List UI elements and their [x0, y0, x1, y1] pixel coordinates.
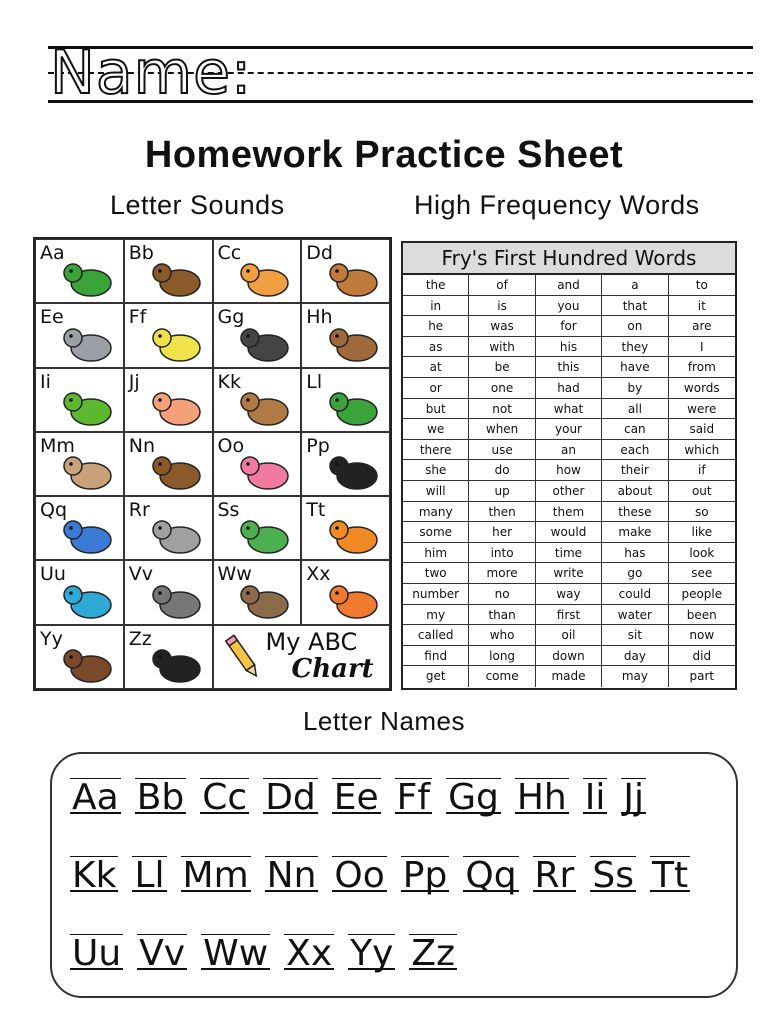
letter-names-box	[50, 752, 738, 998]
abc-cell-letter: Dd	[306, 242, 333, 264]
abc-cell-letter: Pp	[306, 434, 330, 457]
letter-pair: Ll	[134, 855, 165, 896]
letter-pair: Zz	[411, 933, 455, 974]
letter-pair: Ww	[203, 933, 269, 974]
hfw-word: her	[469, 522, 535, 543]
weasel-icon	[236, 581, 296, 621]
abc-cell	[35, 625, 124, 689]
letter-sounds-heading: Letter Sounds	[110, 190, 285, 220]
letter-pair: Qq	[465, 855, 517, 896]
hfw-word: would	[536, 522, 602, 543]
letter-pair: Xx	[286, 933, 333, 974]
hfw-word: make	[602, 522, 668, 543]
name-line[interactable]	[48, 38, 753, 108]
hfw-word: but	[403, 399, 469, 420]
snake-icon	[236, 516, 296, 556]
hfw-word: more	[469, 563, 535, 584]
name-label: Name:	[50, 38, 253, 108]
hfw-word: of	[469, 275, 535, 296]
hfw-word: has	[602, 543, 668, 564]
hfw-word: we	[403, 419, 469, 440]
letter-names-row	[70, 932, 457, 976]
alligator-icon	[59, 259, 119, 299]
hfw-word: people	[669, 584, 735, 605]
hfw-word: is	[469, 296, 535, 317]
hfw-word: can	[602, 419, 668, 440]
hfw-word: from	[669, 357, 735, 378]
abc-cell	[124, 496, 213, 560]
kangaroo-icon	[236, 388, 296, 428]
tiger-icon	[325, 516, 385, 556]
abc-cell	[35, 368, 124, 432]
hfw-word: get	[403, 666, 469, 687]
hfw-word: at	[403, 357, 469, 378]
hfw-word: write	[536, 563, 602, 584]
hfw-word: a	[602, 275, 668, 296]
abc-cell-letter: Hh	[306, 306, 333, 329]
hfw-word: up	[469, 481, 535, 502]
hfw-word: his	[536, 337, 602, 358]
hfw-word: out	[669, 481, 735, 502]
hfw-word: which	[669, 440, 735, 461]
lizard-icon	[325, 388, 385, 428]
abc-cell	[213, 239, 302, 303]
rabbit-icon	[148, 516, 208, 556]
high-frequency-heading: High Frequency Words	[414, 190, 700, 220]
abc-cell	[301, 239, 390, 303]
abc-cell-letter: Xx	[306, 563, 331, 586]
hfw-word: had	[536, 378, 602, 399]
letter-pair: Dd	[265, 777, 316, 818]
abc-cell-letter: Aa	[40, 242, 65, 264]
hfw-word: for	[536, 316, 602, 337]
bird-umbrella-icon	[59, 581, 119, 621]
abc-cell-letter: Uu	[40, 563, 66, 586]
abc-cell	[124, 239, 213, 303]
hfw-word: go	[602, 563, 668, 584]
abc-cell-letter: Nn	[128, 434, 156, 457]
hfw-word: way	[536, 584, 602, 605]
hfw-word: I	[669, 337, 735, 358]
hfw-word: in	[403, 296, 469, 317]
hfw-word: with	[469, 337, 535, 358]
hfw-word: part	[689, 669, 715, 684]
hfw-word: time	[536, 543, 602, 564]
hfw-word: them	[536, 502, 602, 523]
abc-cell	[301, 368, 390, 432]
letter-names-heading: Letter Names	[302, 706, 466, 736]
hfw-word: about	[602, 481, 668, 502]
hfw-word: now	[669, 625, 735, 646]
abc-cell	[124, 303, 213, 367]
hfw-word: to	[669, 275, 735, 296]
letter-pair: Gg	[448, 777, 499, 818]
hfw-table	[401, 241, 737, 690]
abc-cell-letter: Cc	[217, 242, 242, 264]
hfw-word: day	[602, 646, 668, 667]
hfw-word: did	[669, 646, 735, 667]
hfw-word: how	[536, 460, 602, 481]
hfw-word: an	[536, 440, 602, 461]
hfw-word: long	[469, 646, 535, 667]
hfw-word: when	[469, 419, 535, 440]
abc-cell	[301, 560, 390, 624]
abc-cell	[213, 432, 302, 496]
abc-cell	[124, 560, 213, 624]
mouse-icon	[59, 452, 119, 492]
hfw-word: like	[669, 522, 735, 543]
letter-pair: Pp	[402, 855, 448, 896]
yak-icon	[59, 645, 119, 685]
hfw-word: my	[403, 605, 469, 626]
hfw-word: one	[469, 378, 535, 399]
letter-pair: Mm	[182, 855, 249, 896]
abc-cell-letter: Ss	[217, 499, 240, 522]
letter-pair: Nn	[266, 855, 317, 896]
abc-cell	[35, 239, 124, 303]
abc-cell-letter: Tt	[306, 499, 326, 522]
hfw-word: come	[469, 666, 535, 687]
letter-pair: Aa	[72, 777, 119, 818]
hfw-word: do	[469, 460, 535, 481]
hfw-word: that	[602, 296, 668, 317]
abc-cell-letter: Kk	[217, 370, 241, 393]
abc-cell-letter: Rr	[128, 499, 150, 522]
abc-cell-letter: Ff	[128, 306, 147, 329]
hfw-word: two	[403, 563, 469, 584]
abc-chart-title-cell	[213, 625, 391, 689]
hfw-word: first	[536, 605, 602, 626]
hfw-word: your	[536, 419, 602, 440]
hfw-word: so	[669, 502, 735, 523]
elephant-icon	[59, 324, 119, 364]
letter-pair: Ff	[396, 777, 431, 818]
abc-cell-letter: Yy	[40, 627, 63, 650]
octopus-icon	[236, 452, 296, 492]
quail-icon	[59, 516, 119, 556]
hfw-word: number	[403, 584, 469, 605]
hfw-word: many	[403, 502, 469, 523]
chart-title-line1: My ABC	[265, 627, 358, 656]
letter-pair: Ss	[592, 855, 634, 896]
hfw-word: all	[602, 399, 668, 420]
hfw-word: by	[602, 378, 668, 399]
zebra-icon	[148, 645, 208, 685]
abc-cell-letter: Ll	[306, 370, 323, 393]
letter-pair: Yy	[350, 933, 394, 974]
hfw-word: it	[669, 296, 735, 317]
abc-cell	[124, 625, 213, 689]
hfw-word: and	[536, 275, 602, 296]
hfw-word: will	[403, 481, 469, 502]
abc-cell-letter: Mm	[40, 434, 75, 457]
letter-pair: Tt	[651, 855, 689, 896]
hfw-word: these	[602, 502, 668, 523]
letter-pair: Hh	[516, 777, 567, 818]
abc-cell	[301, 432, 390, 496]
abc-cell	[35, 303, 124, 367]
abc-cell	[213, 368, 302, 432]
gorilla-icon	[236, 324, 296, 364]
hfw-word: what	[536, 399, 602, 420]
letter-pair: Kk	[72, 855, 117, 896]
fox-icon	[325, 581, 385, 621]
letter-pair: Uu	[72, 933, 122, 974]
abc-chart	[33, 237, 392, 691]
hfw-word: made	[536, 666, 602, 687]
hfw-word: said	[669, 419, 735, 440]
hfw-word: down	[536, 646, 602, 667]
abc-cell	[213, 496, 302, 560]
page-title: Homework Practice Sheet	[144, 134, 624, 176]
hfw-word: their	[602, 460, 668, 481]
abc-cell-letter: Bb	[128, 242, 154, 264]
letter-pair: Ii	[584, 777, 606, 818]
hfw-word: each	[602, 440, 668, 461]
hfw-word: could	[602, 584, 668, 605]
jellyfish-icon	[148, 388, 208, 428]
hfw-word: have	[602, 357, 668, 378]
letter-pair: Oo	[334, 855, 385, 896]
abc-cell	[301, 496, 390, 560]
hfw-word: be	[469, 357, 535, 378]
abc-cell-letter: Ii	[40, 370, 51, 393]
horse-icon	[325, 324, 385, 364]
hfw-word: oil	[536, 625, 602, 646]
letter-pair: Rr	[534, 855, 575, 896]
bear-icon	[148, 259, 208, 299]
owl-icon	[148, 452, 208, 492]
abc-cell	[35, 496, 124, 560]
hfw-word: sit	[602, 625, 668, 646]
hfw-word: she	[403, 460, 469, 481]
hfw-word: look	[669, 543, 735, 564]
hfw-caption: Fry's First Hundred Words	[403, 243, 735, 275]
hfw-word: was	[469, 316, 535, 337]
hfw-word: use	[469, 440, 535, 461]
hfw-word: water	[602, 605, 668, 626]
fish-icon	[148, 324, 208, 364]
abc-cell	[213, 560, 302, 624]
hfw-word: as	[403, 337, 469, 358]
letter-pair: Ee	[333, 777, 379, 818]
chart-title-line2: Chart	[291, 653, 374, 684]
hfw-word: him	[403, 543, 469, 564]
hfw-word: if	[669, 460, 735, 481]
hfw-word: are	[669, 316, 735, 337]
hfw-word: were	[669, 399, 735, 420]
abc-cell-letter: Ww	[217, 563, 252, 586]
abc-cell-letter: Vv	[128, 563, 153, 586]
hfw-word: he	[403, 316, 469, 337]
abc-cell-letter: Jj	[128, 370, 140, 393]
abc-cell-letter: Gg	[217, 306, 245, 329]
letter-names-row	[70, 776, 646, 820]
hfw-word: this	[536, 357, 602, 378]
hfw-word: see	[669, 563, 735, 584]
hfw-word: find	[403, 646, 469, 667]
abc-cell	[35, 560, 124, 624]
letter-pair: Vv	[139, 933, 186, 974]
cat-icon	[236, 259, 296, 299]
hfw-word: into	[469, 543, 535, 564]
abc-cell-letter: Zz	[128, 627, 152, 650]
hfw-word: there	[403, 440, 469, 461]
abc-cell	[213, 303, 302, 367]
abc-cell	[35, 432, 124, 496]
letter-names-row	[70, 854, 690, 898]
abc-cell	[124, 432, 213, 496]
bat-icon	[148, 581, 208, 621]
hfw-word: been	[669, 605, 735, 626]
hfw-word: they	[602, 337, 668, 358]
hfw-word: you	[536, 296, 602, 317]
letter-pair: Bb	[136, 777, 185, 818]
deer-icon	[325, 259, 385, 299]
penguin-icon	[325, 452, 385, 492]
hfw-word: the	[403, 275, 469, 296]
abc-cell	[124, 368, 213, 432]
hfw-word: called	[403, 625, 469, 646]
abc-cell-letter: Ee	[40, 306, 64, 329]
abc-cell-letter: Qq	[40, 499, 68, 522]
hfw-word: may	[602, 666, 668, 687]
hfw-word: than	[469, 605, 535, 626]
letter-pair: Jj	[623, 777, 644, 818]
hfw-rows	[403, 275, 735, 687]
pencil-icon	[224, 632, 262, 682]
hfw-word: no	[469, 584, 535, 605]
letter-pair: Cc	[202, 777, 248, 818]
abc-cell-letter: Oo	[217, 434, 245, 457]
hfw-word: words	[669, 378, 735, 399]
hfw-word: not	[469, 399, 535, 420]
inchworm-icon	[59, 388, 119, 428]
hfw-word: or	[403, 378, 469, 399]
hfw-word: other	[536, 481, 602, 502]
hfw-word: who	[469, 625, 535, 646]
abc-cell	[301, 303, 390, 367]
hfw-word: on	[602, 316, 668, 337]
hfw-word: some	[403, 522, 469, 543]
hfw-word: then	[469, 502, 535, 523]
